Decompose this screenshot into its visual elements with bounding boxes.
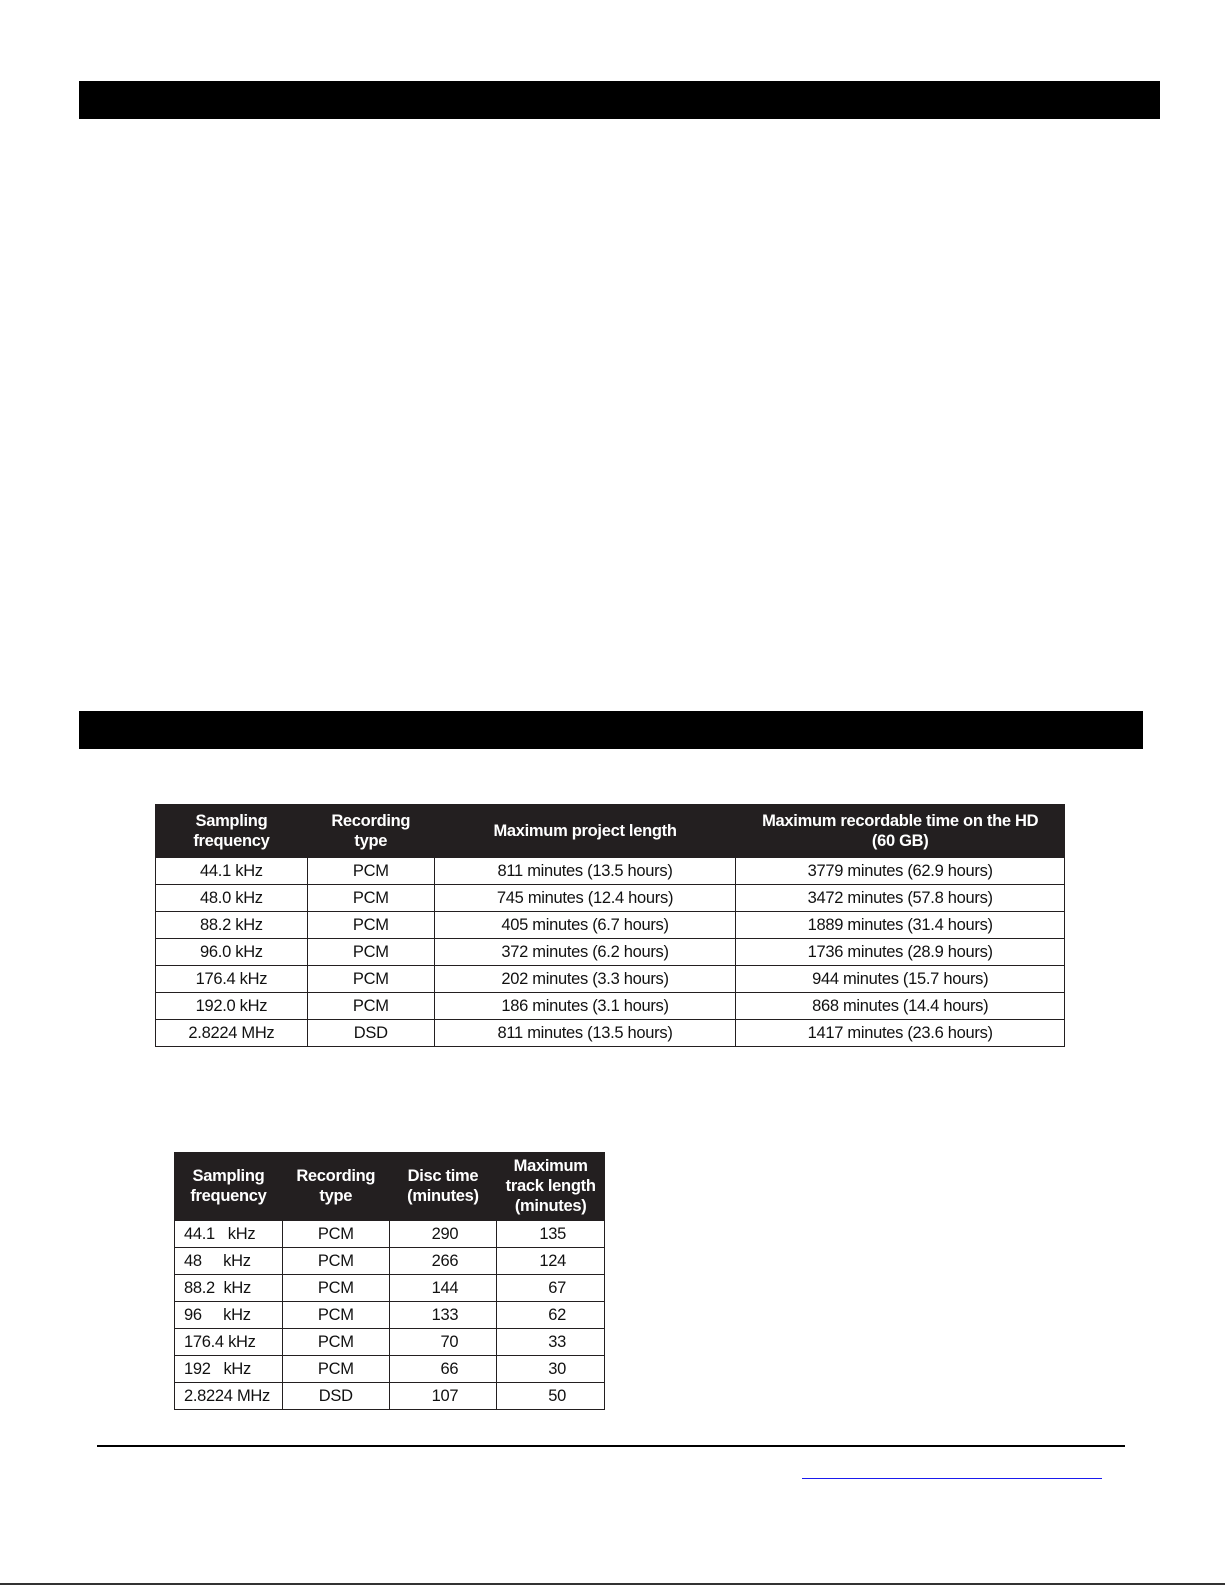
table-cell: 372 minutes (6.2 hours) — [434, 939, 736, 966]
table-cell: PCM — [282, 1248, 389, 1275]
table-cell: 1889 minutes (31.4 hours) — [736, 912, 1065, 939]
table-row — [156, 966, 1065, 993]
table-row — [156, 993, 1065, 1020]
table-cell: 811 minutes (13.5 hours) — [434, 858, 736, 885]
column-header: Recording type — [282, 1152, 389, 1221]
table-cell: 2.8224 MHz — [156, 1020, 308, 1047]
column-header: Maximum track length (minutes) — [497, 1152, 605, 1221]
table-cell: 124 — [497, 1248, 605, 1275]
table-cell: 33 — [497, 1329, 605, 1356]
table-header-row — [175, 1152, 605, 1221]
table-cell: 88.2 kHz — [156, 912, 308, 939]
column-header: Sampling frequency — [175, 1152, 283, 1221]
table-cell: 44.1 kHz — [175, 1221, 283, 1248]
table-cell: 202 minutes (3.3 hours) — [434, 966, 736, 993]
table-cell: 48.0 kHz — [156, 885, 308, 912]
table-cell: 868 minutes (14.4 hours) — [736, 993, 1065, 1020]
table-cell: 1417 minutes (23.6 hours) — [736, 1020, 1065, 1047]
table-cell: DSD — [282, 1383, 389, 1410]
table-row — [175, 1356, 605, 1383]
table-cell: 944 minutes (15.7 hours) — [736, 966, 1065, 993]
table-cell: 107 — [389, 1383, 497, 1410]
table-cell: 96 kHz — [175, 1302, 283, 1329]
column-header: Recording type — [307, 804, 434, 858]
table-cell: 144 — [389, 1275, 497, 1302]
table-cell: 66 — [389, 1356, 497, 1383]
table-row — [175, 1248, 605, 1275]
table-cell: 3472 minutes (57.8 hours) — [736, 885, 1065, 912]
table-cell: PCM — [307, 966, 434, 993]
table-row — [156, 912, 1065, 939]
table-cell: PCM — [307, 885, 434, 912]
table-row — [156, 939, 1065, 966]
table-cell: 192.0 kHz — [156, 993, 308, 1020]
table-cell: PCM — [282, 1329, 389, 1356]
disc-time-table — [174, 1152, 605, 1410]
column-header: Sampling frequency — [156, 804, 308, 858]
table-cell: 48 kHz — [175, 1248, 283, 1275]
table-cell: 88.2 kHz — [175, 1275, 283, 1302]
table-cell: 3779 minutes (62.9 hours) — [736, 858, 1065, 885]
table-cell: PCM — [282, 1356, 389, 1383]
table-cell: PCM — [282, 1221, 389, 1248]
table-row — [156, 858, 1065, 885]
table-row — [175, 1329, 605, 1356]
table-cell: PCM — [307, 993, 434, 1020]
table-cell: 405 minutes (6.7 hours) — [434, 912, 736, 939]
table-row — [175, 1383, 605, 1410]
table-cell: 62 — [497, 1302, 605, 1329]
table-cell: PCM — [307, 858, 434, 885]
column-header: Maximum recordable time on the HD (60 GB) — [736, 804, 1065, 858]
table-cell: 186 minutes (3.1 hours) — [434, 993, 736, 1020]
table-cell: 67 — [497, 1275, 605, 1302]
section-header-bar — [79, 711, 1143, 749]
table-cell: PCM — [307, 939, 434, 966]
column-header: Disc time (minutes) — [389, 1152, 497, 1221]
table-cell: 192 kHz — [175, 1356, 283, 1383]
table-cell: 1736 minutes (28.9 hours) — [736, 939, 1065, 966]
table-cell: DSD — [307, 1020, 434, 1047]
table-row — [175, 1302, 605, 1329]
table-row — [156, 885, 1065, 912]
table-cell: 2.8224 MHz — [175, 1383, 283, 1410]
table-cell: 96.0 kHz — [156, 939, 308, 966]
table-cell: 30 — [497, 1356, 605, 1383]
table-cell: PCM — [307, 912, 434, 939]
table-cell: 133 — [389, 1302, 497, 1329]
footer-link[interactable] — [802, 1460, 1102, 1479]
section-header-bar — [79, 81, 1160, 119]
table-cell: PCM — [282, 1302, 389, 1329]
table-row — [156, 1020, 1065, 1047]
table-row — [175, 1275, 605, 1302]
hd-recording-time-table — [155, 804, 1065, 1047]
table-cell: PCM — [282, 1275, 389, 1302]
table-row — [175, 1221, 605, 1248]
table-cell: 176.4 kHz — [175, 1329, 283, 1356]
column-header: Maximum project length — [434, 804, 736, 858]
footer-rule — [97, 1445, 1125, 1447]
table-cell: 290 — [389, 1221, 497, 1248]
table-cell: 70 — [389, 1329, 497, 1356]
table-cell: 811 minutes (13.5 hours) — [434, 1020, 736, 1047]
table-cell: 745 minutes (12.4 hours) — [434, 885, 736, 912]
table-header-row — [156, 804, 1065, 858]
table-cell: 176.4 kHz — [156, 966, 308, 993]
table-cell: 50 — [497, 1383, 605, 1410]
table-cell: 135 — [497, 1221, 605, 1248]
table-cell: 266 — [389, 1248, 497, 1275]
table-cell: 44.1 kHz — [156, 858, 308, 885]
